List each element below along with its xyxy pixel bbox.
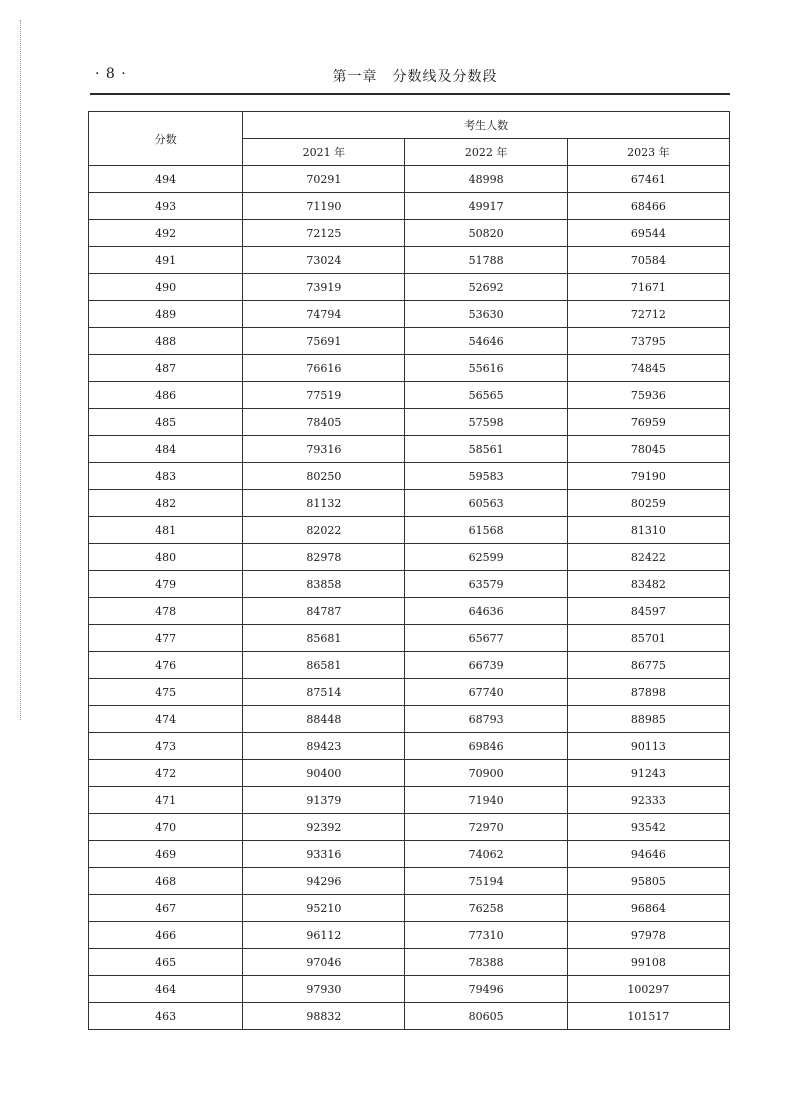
cell-2022: 62599 (405, 544, 567, 571)
table-header (89, 112, 730, 166)
cell-2023: 93542 (567, 814, 729, 841)
cell-2022: 67740 (405, 679, 567, 706)
cell-2021: 95210 (243, 895, 405, 922)
cell-2023: 92333 (567, 787, 729, 814)
binding-margin-dots (20, 20, 21, 720)
cell-score: 487 (89, 355, 243, 382)
cell-2022: 74062 (405, 841, 567, 868)
cell-2023: 95805 (567, 868, 729, 895)
table-row (89, 463, 730, 490)
cell-2023: 74845 (567, 355, 729, 382)
cell-2023: 96864 (567, 895, 729, 922)
year-header-2022: 2022 年 (405, 139, 567, 166)
cell-2022: 76258 (405, 895, 567, 922)
cell-2021: 83858 (243, 571, 405, 598)
cell-2021: 73024 (243, 247, 405, 274)
table-row (89, 841, 730, 868)
cell-2023: 97978 (567, 922, 729, 949)
cell-score: 490 (89, 274, 243, 301)
cell-2022: 65677 (405, 625, 567, 652)
score-distribution-table (88, 111, 730, 1030)
cell-2021: 92392 (243, 814, 405, 841)
cell-score: 493 (89, 193, 243, 220)
table-row (89, 355, 730, 382)
cell-2023: 79190 (567, 463, 729, 490)
cell-score: 484 (89, 436, 243, 463)
cell-2023: 87898 (567, 679, 729, 706)
cell-2023: 86775 (567, 652, 729, 679)
cell-2022: 53630 (405, 301, 567, 328)
score-column-header: 分数 (89, 112, 243, 166)
cell-score: 477 (89, 625, 243, 652)
cell-2023: 73795 (567, 328, 729, 355)
cell-2021: 78405 (243, 409, 405, 436)
cell-score: 481 (89, 517, 243, 544)
cell-2022: 56565 (405, 382, 567, 409)
cell-2021: 72125 (243, 220, 405, 247)
cell-2023: 71671 (567, 274, 729, 301)
table-row (89, 787, 730, 814)
table-row (89, 1003, 730, 1030)
cell-2023: 78045 (567, 436, 729, 463)
cell-2021: 81132 (243, 490, 405, 517)
cell-2021: 97046 (243, 949, 405, 976)
cell-score: 485 (89, 409, 243, 436)
candidates-group-header: 考生人数 (243, 112, 730, 139)
cell-2022: 60563 (405, 490, 567, 517)
cell-2023: 101517 (567, 1003, 729, 1030)
header-rule (90, 93, 730, 95)
table-row (89, 328, 730, 355)
cell-2023: 72712 (567, 301, 729, 328)
cell-2023: 83482 (567, 571, 729, 598)
cell-2022: 77310 (405, 922, 567, 949)
cell-2023: 80259 (567, 490, 729, 517)
page-header (95, 62, 735, 92)
table-row (89, 922, 730, 949)
cell-score: 463 (89, 1003, 243, 1030)
table-header-row (89, 112, 730, 139)
cell-2021: 80250 (243, 463, 405, 490)
cell-2021: 87514 (243, 679, 405, 706)
cell-2022: 79496 (405, 976, 567, 1003)
table-row (89, 571, 730, 598)
cell-2022: 57598 (405, 409, 567, 436)
cell-2022: 80605 (405, 1003, 567, 1030)
cell-2023: 88985 (567, 706, 729, 733)
cell-2022: 55616 (405, 355, 567, 382)
cell-2021: 85681 (243, 625, 405, 652)
table-row (89, 436, 730, 463)
cell-score: 480 (89, 544, 243, 571)
cell-score: 472 (89, 760, 243, 787)
cell-score: 491 (89, 247, 243, 274)
cell-score: 469 (89, 841, 243, 868)
cell-2022: 49917 (405, 193, 567, 220)
cell-2022: 52692 (405, 274, 567, 301)
cell-score: 492 (89, 220, 243, 247)
cell-2021: 77519 (243, 382, 405, 409)
cell-2021: 82022 (243, 517, 405, 544)
table-row (89, 274, 730, 301)
cell-score: 475 (89, 679, 243, 706)
cell-2022: 70900 (405, 760, 567, 787)
cell-2022: 51788 (405, 247, 567, 274)
cell-score: 489 (89, 301, 243, 328)
cell-2021: 88448 (243, 706, 405, 733)
table-row (89, 382, 730, 409)
cell-2021: 91379 (243, 787, 405, 814)
cell-2021: 75691 (243, 328, 405, 355)
cell-2023: 70584 (567, 247, 729, 274)
cell-score: 468 (89, 868, 243, 895)
table-row (89, 193, 730, 220)
cell-score: 470 (89, 814, 243, 841)
cell-2021: 98832 (243, 1003, 405, 1030)
cell-2021: 90400 (243, 760, 405, 787)
table-row (89, 247, 730, 274)
cell-2021: 93316 (243, 841, 405, 868)
table-row (89, 598, 730, 625)
table-row (89, 733, 730, 760)
cell-2023: 76959 (567, 409, 729, 436)
cell-2023: 100297 (567, 976, 729, 1003)
cell-2022: 58561 (405, 436, 567, 463)
cell-2023: 67461 (567, 166, 729, 193)
cell-2022: 54646 (405, 328, 567, 355)
page-number: · 8 · (95, 66, 127, 82)
table-body (89, 166, 730, 1030)
cell-2021: 71190 (243, 193, 405, 220)
table-row (89, 679, 730, 706)
cell-score: 476 (89, 652, 243, 679)
cell-score: 479 (89, 571, 243, 598)
cell-2022: 78388 (405, 949, 567, 976)
cell-2021: 86581 (243, 652, 405, 679)
cell-2021: 73919 (243, 274, 405, 301)
cell-2021: 97930 (243, 976, 405, 1003)
table-row (89, 409, 730, 436)
cell-score: 471 (89, 787, 243, 814)
cell-2021: 84787 (243, 598, 405, 625)
cell-score: 488 (89, 328, 243, 355)
cell-2023: 69544 (567, 220, 729, 247)
cell-score: 483 (89, 463, 243, 490)
cell-2021: 76616 (243, 355, 405, 382)
cell-2022: 59583 (405, 463, 567, 490)
cell-2021: 74794 (243, 301, 405, 328)
cell-2022: 75194 (405, 868, 567, 895)
table-row (89, 490, 730, 517)
cell-score: 474 (89, 706, 243, 733)
cell-2022: 63579 (405, 571, 567, 598)
cell-2021: 82978 (243, 544, 405, 571)
table-row (89, 625, 730, 652)
year-header-2021: 2021 年 (243, 139, 405, 166)
table-row (89, 517, 730, 544)
cell-score: 465 (89, 949, 243, 976)
cell-2021: 70291 (243, 166, 405, 193)
table-row (89, 301, 730, 328)
cell-score: 467 (89, 895, 243, 922)
year-header-2023: 2023 年 (567, 139, 729, 166)
cell-2021: 96112 (243, 922, 405, 949)
table-row (89, 949, 730, 976)
cell-score: 464 (89, 976, 243, 1003)
table-row (89, 706, 730, 733)
table-row (89, 895, 730, 922)
cell-2023: 90113 (567, 733, 729, 760)
cell-2023: 85701 (567, 625, 729, 652)
cell-2023: 82422 (567, 544, 729, 571)
cell-2023: 68466 (567, 193, 729, 220)
cell-2022: 71940 (405, 787, 567, 814)
cell-2021: 79316 (243, 436, 405, 463)
cell-2023: 94646 (567, 841, 729, 868)
cell-2021: 89423 (243, 733, 405, 760)
cell-score: 473 (89, 733, 243, 760)
cell-score: 466 (89, 922, 243, 949)
table-row (89, 868, 730, 895)
cell-score: 486 (89, 382, 243, 409)
table-row (89, 814, 730, 841)
cell-2022: 69846 (405, 733, 567, 760)
cell-score: 494 (89, 166, 243, 193)
cell-2022: 48998 (405, 166, 567, 193)
table-row (89, 166, 730, 193)
cell-2023: 81310 (567, 517, 729, 544)
cell-2023: 91243 (567, 760, 729, 787)
cell-2022: 72970 (405, 814, 567, 841)
table-row (89, 544, 730, 571)
table-row (89, 976, 730, 1003)
table-row (89, 652, 730, 679)
cell-2022: 68793 (405, 706, 567, 733)
chapter-title: 第一章 分数线及分数段 (332, 69, 498, 85)
cell-2023: 99108 (567, 949, 729, 976)
cell-2022: 66739 (405, 652, 567, 679)
cell-score: 482 (89, 490, 243, 517)
cell-2022: 61568 (405, 517, 567, 544)
cell-2021: 94296 (243, 868, 405, 895)
table-row (89, 220, 730, 247)
cell-2023: 75936 (567, 382, 729, 409)
cell-2022: 50820 (405, 220, 567, 247)
cell-score: 478 (89, 598, 243, 625)
table-row (89, 760, 730, 787)
cell-2023: 84597 (567, 598, 729, 625)
cell-2022: 64636 (405, 598, 567, 625)
